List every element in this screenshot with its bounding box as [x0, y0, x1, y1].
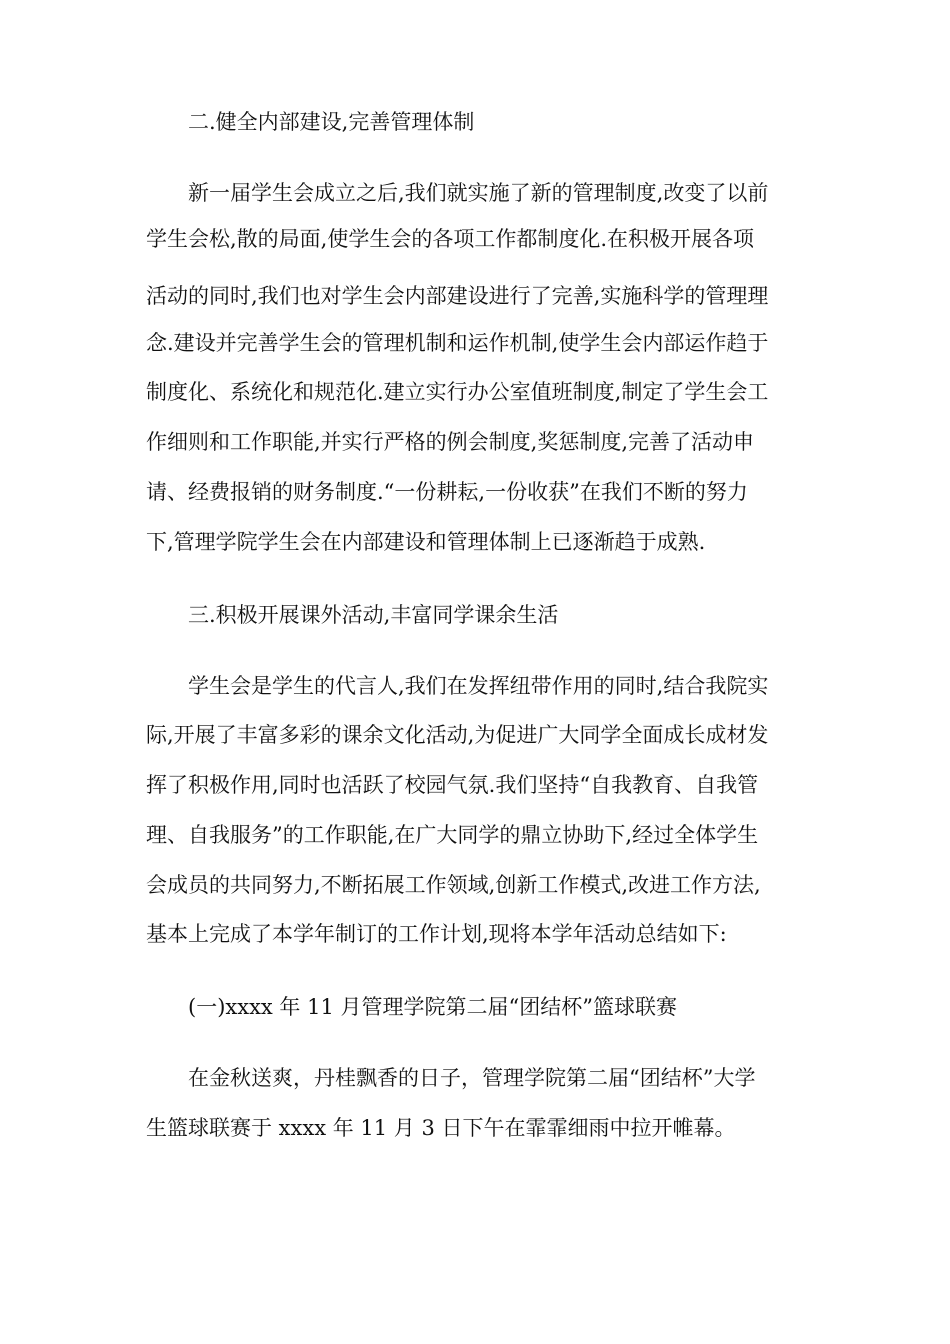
paragraph-line: 请、经费报销的财务制度.“一份耕耘,一份收获”在我们不断的努力: [146, 480, 748, 504]
paragraph-line: 作细则和工作职能,并实行严格的例会制度,奖惩制度,完善了活动申: [146, 430, 755, 454]
paragraph-line: 制度化、系统化和规范化.建立实行办公室值班制度,制定了学生会工: [146, 380, 769, 404]
section-heading-3: 三.积极开展课外活动,丰富同学课余生活: [188, 603, 559, 627]
paragraph-line: 活动的同时,我们也对学生会内部建设进行了完善,实施科学的管理理: [146, 284, 769, 308]
paragraph-line: 理、自我服务”的工作职能,在广大同学的鼎立协助下,经过全体学生: [146, 823, 759, 847]
section-heading-2: 二.健全内部建设,完善管理体制: [188, 110, 475, 134]
paragraph-line: 会成员的共同努力,不断拓展工作领域,创新工作模式,改进工作方法,: [146, 873, 761, 897]
paragraph-line: 下,管理学院学生会在内部建设和管理体制上已逐渐趋于成熟.: [146, 530, 706, 554]
paragraph-line: 学生会松,散的局面,使学生会的各项工作都制度化.在积极开展各项: [146, 227, 755, 251]
paragraph-line: 在金秋送爽，丹桂飘香的日子，管理学院第二届“团结杯”大学: [188, 1066, 756, 1090]
paragraph-line: 基本上完成了本学年制订的工作计划,现将本学年活动总结如下:: [146, 922, 727, 946]
paragraph-line: 学生会是学生的代言人,我们在发挥纽带作用的同时,结合我院实: [188, 674, 769, 698]
paragraph-line: 挥了积极作用,同时也活跃了校园气氛.我们坚持“自我教育、自我管: [146, 773, 759, 797]
subsection-heading-1: (一)xxxx 年 11 月管理学院第二届“团结杯”篮球联赛: [188, 995, 677, 1019]
paragraph-line: 际,开展了丰富多彩的课余文化活动,为促进广大同学全面成长成材发: [146, 723, 769, 747]
paragraph-line: 念.建设并完善学生会的管理机制和运作机制,使学生会内部运作趋于: [146, 331, 769, 355]
paragraph-line: 生篮球联赛于 xxxx 年 11 月 3 日下午在霏霏细雨中拉开帷幕。: [146, 1116, 736, 1140]
paragraph-line: 新一届学生会成立之后,我们就实施了新的管理制度,改变了以前: [188, 181, 769, 205]
